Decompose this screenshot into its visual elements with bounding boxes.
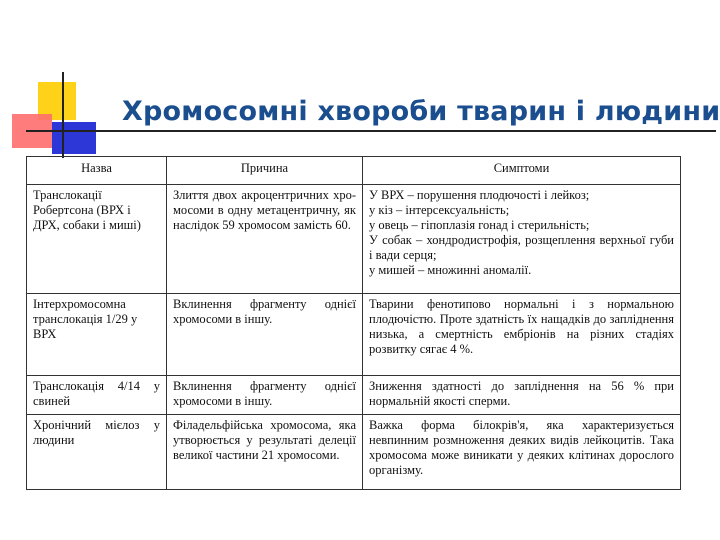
cell-symptoms: Важка форма білокрів'я, яка характеризується невпинним розмноження деяких видів лейкоцитів. Така хромосома може виникати у деяких клітинах дорослого організму. [363, 415, 681, 490]
cell-name: Транслокації Робертсона (ВРХ і ДРХ, собаки і миші) [27, 185, 167, 294]
cell-cause: Філадельфійська хромосома, яка утворюється у результаті делеції великої частини 21 хромосоми. [167, 415, 363, 490]
cell-symptoms: Тварини фенотипово нормальні і з нормальною плодючістю. Проте здатність їх нащадків до запліднення низька, а смертність ембріонів на різних стадіях розвитку сягає 4 %. [363, 294, 681, 376]
symptom-line: у овець – гіпоплазія гонад і стерильність; [369, 218, 590, 232]
symptom-line: У ВРХ – порушення плодючості і лейкоз; [369, 188, 590, 202]
decor-horizontal-line [26, 130, 716, 132]
decor-blue-square [52, 122, 96, 154]
cell-name: Транслокація 4/14 у свиней [27, 376, 167, 415]
table-row [27, 415, 681, 490]
cell-cause: Вклинення фрагменту однієї хромосоми в іншу. [167, 294, 363, 376]
table-row [27, 376, 681, 415]
symptom-line: у мишей – множинні аномалії. [369, 263, 532, 277]
decor-vertical-line [62, 72, 64, 158]
symptom-line: У собак – хондродистрофія, розщеплення верхньої губи і вади серця; [369, 233, 674, 262]
cell-cause: Злиття двох акроцентричних хро-мосоми в одну метацентричну, як наслідок 59 хромосом замість 60. [167, 185, 363, 294]
header-cause: Причина [167, 157, 363, 185]
header-name: Назва [27, 157, 167, 185]
cell-cause: Вклинення фрагменту однієї хромосоми в іншу. [167, 376, 363, 415]
cell-name: Інтерхромосомна транслокація 1/29 у ВРХ [27, 294, 167, 376]
cell-name: Хронічний мієлоз у людини [27, 415, 167, 490]
header-symptoms: Симптоми [363, 157, 681, 185]
table-row [27, 294, 681, 376]
diseases-table [26, 156, 681, 490]
symptom-line: у кіз – інтерсексуальність; [369, 203, 510, 217]
table-header-row [27, 157, 681, 185]
table-row [27, 185, 681, 294]
cell-symptoms [363, 185, 681, 294]
cell-symptoms: Зниження здатності до запліднення на 56 % при нормальній якості сперми. [363, 376, 681, 415]
page-title: Хромосомні хвороби тварин і людини [122, 96, 720, 127]
